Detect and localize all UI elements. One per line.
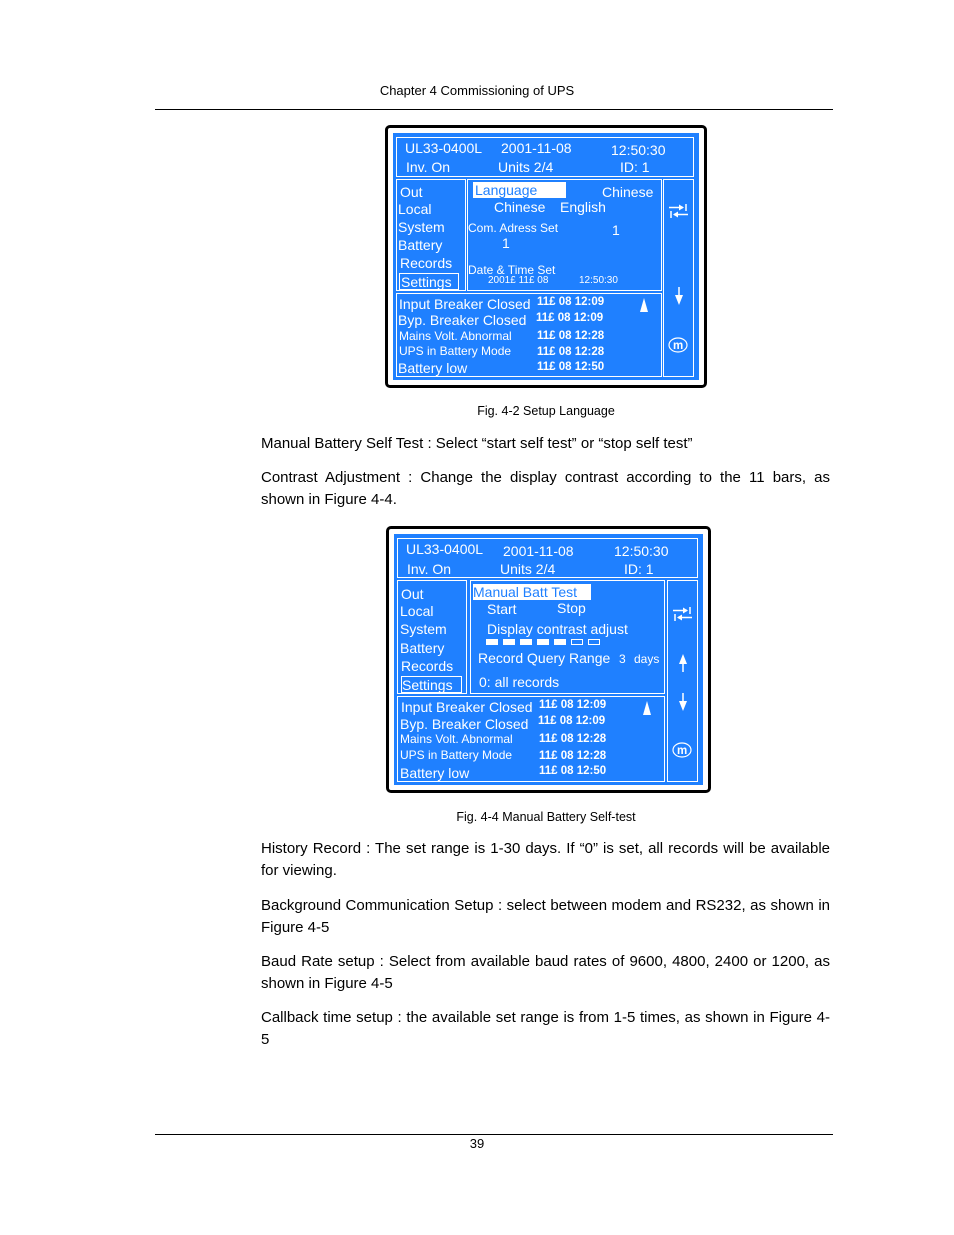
event-stamp: 11£ 08 12:50 <box>539 765 607 777</box>
menu-out[interactable]: Out <box>400 184 423 200</box>
unit-id: ID: 1 <box>620 159 650 175</box>
event-stamp: 11£ 08 12:28 <box>539 733 607 745</box>
contrast-bar <box>503 639 515 645</box>
status-box <box>397 538 698 578</box>
date: 2001-11-08 <box>501 140 572 156</box>
stop-self-test-option[interactable]: Stop <box>557 600 586 616</box>
date-time-label: Date & Time Set <box>468 263 556 277</box>
menu-system[interactable]: System <box>400 621 447 637</box>
menu-key-label: m <box>673 340 684 352</box>
running-header: Chapter 4 Commissioning of UPS <box>379 83 575 98</box>
event-stamp: 11£ 08 12:28 <box>537 330 605 342</box>
event-stamp: 11£ 08 12:09 <box>538 715 606 727</box>
record-query-range-label: Record Query Range <box>478 650 611 666</box>
menu-local[interactable]: Local <box>398 201 432 217</box>
contrast-bar <box>520 639 532 645</box>
contrast-bar <box>537 639 549 645</box>
menu-key-label: m <box>677 745 688 757</box>
figure-caption: Fig. 4-2 Setup Language <box>477 404 615 418</box>
lcd-screen <box>394 534 703 785</box>
scroll-up-arrow-icon <box>640 298 648 312</box>
menu-settings[interactable]: Settings <box>402 677 453 693</box>
event-label: Input Breaker Closed <box>401 699 533 715</box>
units: Units 2/4 <box>500 561 556 577</box>
event-stamp: 11£ 08 12:09 <box>537 296 605 308</box>
time: 12:50:30 <box>611 142 666 158</box>
event-stamp: 11£ 08 12:28 <box>537 346 605 358</box>
paragraph: History Record : The set range is 1-30 days. If “0” is set, all records will be available for viewing. <box>261 840 830 879</box>
lcd-figure-manual-battery-test <box>386 526 711 793</box>
com-address-value-2[interactable]: 1 <box>502 235 510 251</box>
contrast-label: Display contrast adjust <box>487 621 628 637</box>
com-address-label: Com. Adress Set <box>468 221 559 235</box>
event-label: Input Breaker Closed <box>399 296 531 312</box>
menu-battery[interactable]: Battery <box>398 237 443 253</box>
event-stamp: 11£ 08 12:50 <box>537 361 605 373</box>
event-label: Byp. Breaker Closed <box>398 312 527 328</box>
menu-records[interactable]: Records <box>400 255 453 271</box>
event-log-box <box>397 696 665 782</box>
start-self-test-option[interactable]: Start <box>487 601 517 617</box>
language-option-english[interactable]: English <box>560 199 606 215</box>
com-address-value[interactable]: 1 <box>612 222 620 238</box>
menu-records[interactable]: Records <box>401 658 454 674</box>
lcd-figure-setup-language <box>385 125 707 388</box>
paragraph: Baud Rate setup : Select from available baud rates of 9600, 4800, 2400 or 1200, as shown in Figure 4-5 <box>261 953 830 992</box>
key-column <box>663 179 694 377</box>
language-option-chinese[interactable]: Chinese <box>494 199 546 215</box>
event-label: Mains Volt. Abnormal <box>400 732 513 746</box>
event-label: Mains Volt. Abnormal <box>399 329 512 343</box>
contrast-bar <box>554 639 566 645</box>
figure-caption: Fig. 4-4 Manual Battery Self-test <box>456 810 636 824</box>
contrast-bar <box>571 639 583 645</box>
down-arrow-key-icon[interactable] <box>679 693 687 711</box>
contrast-bar <box>588 639 600 645</box>
time: 12:50:30 <box>614 543 669 559</box>
menu-box <box>397 580 467 694</box>
manual-batt-test-label[interactable]: Manual Batt Test <box>473 584 578 600</box>
footer-rule <box>155 1134 833 1135</box>
settings-box <box>470 580 665 694</box>
date-time-date[interactable]: 2001£ 11£ 08 <box>488 275 549 286</box>
event-stamp: 11£ 08 12:09 <box>536 312 604 324</box>
event-label: UPS in Battery Mode <box>400 748 513 762</box>
paragraph: Contrast Adjustment : Change the display contrast according to the 11 bars, as shown in Figure 4-4. <box>261 469 830 508</box>
event-label: Byp. Breaker Closed <box>400 716 529 732</box>
event-log-box <box>396 293 662 377</box>
inverter-status: Inv. On <box>406 159 451 175</box>
date: 2001-11-08 <box>503 543 574 559</box>
contrast-bar <box>486 639 498 645</box>
down-arrow-key-icon[interactable] <box>675 287 683 305</box>
event-stamp: 11£ 08 12:09 <box>539 699 607 711</box>
status-box <box>396 137 694 177</box>
language-label[interactable]: Language <box>475 182 538 198</box>
event-label: Battery low <box>398 360 468 376</box>
paragraph: Manual Battery Self Test : Select “start self test” or “stop self test” <box>261 435 693 452</box>
event-label: UPS in Battery Mode <box>399 344 512 358</box>
menu-system[interactable]: System <box>398 219 445 235</box>
all-records-note: 0: all records <box>479 674 560 690</box>
key-column <box>667 580 698 782</box>
enter-escape-key-icon[interactable] <box>672 607 694 621</box>
model-name: UL33-0400L <box>406 541 484 557</box>
event-stamp: 11£ 08 12:28 <box>539 750 607 762</box>
unit-id: ID: 1 <box>624 561 654 577</box>
paragraph: Callback time setup : the available set range is from 1-5 times, as shown in Figure 4-5 <box>261 1009 830 1048</box>
event-label: Battery low <box>400 765 470 781</box>
header-rule <box>155 109 833 110</box>
paragraph: Background Communication Setup : select between modem and RS232, as shown in Figure 4-5 <box>261 897 830 936</box>
up-arrow-key-icon[interactable] <box>679 654 687 672</box>
menu-settings[interactable]: Settings <box>401 274 452 290</box>
units: Units 2/4 <box>498 159 554 175</box>
page-number: 39 <box>469 1136 485 1151</box>
model-name: UL33-0400L <box>405 140 483 156</box>
record-query-range-unit: days <box>634 652 660 666</box>
settings-box <box>467 179 662 291</box>
inverter-status: Inv. On <box>407 561 452 577</box>
enter-escape-key-icon[interactable] <box>668 204 690 218</box>
lcd-screen <box>393 133 699 380</box>
menu-out[interactable]: Out <box>401 586 424 602</box>
menu-local[interactable]: Local <box>400 603 434 619</box>
record-query-range-value[interactable]: 3 <box>619 652 626 666</box>
menu-battery[interactable]: Battery <box>400 640 445 656</box>
date-time-time[interactable]: 12:50:30 <box>579 275 618 286</box>
menu-box <box>396 179 466 291</box>
scroll-up-arrow-icon <box>643 701 651 715</box>
language-value: Chinese <box>602 184 654 200</box>
